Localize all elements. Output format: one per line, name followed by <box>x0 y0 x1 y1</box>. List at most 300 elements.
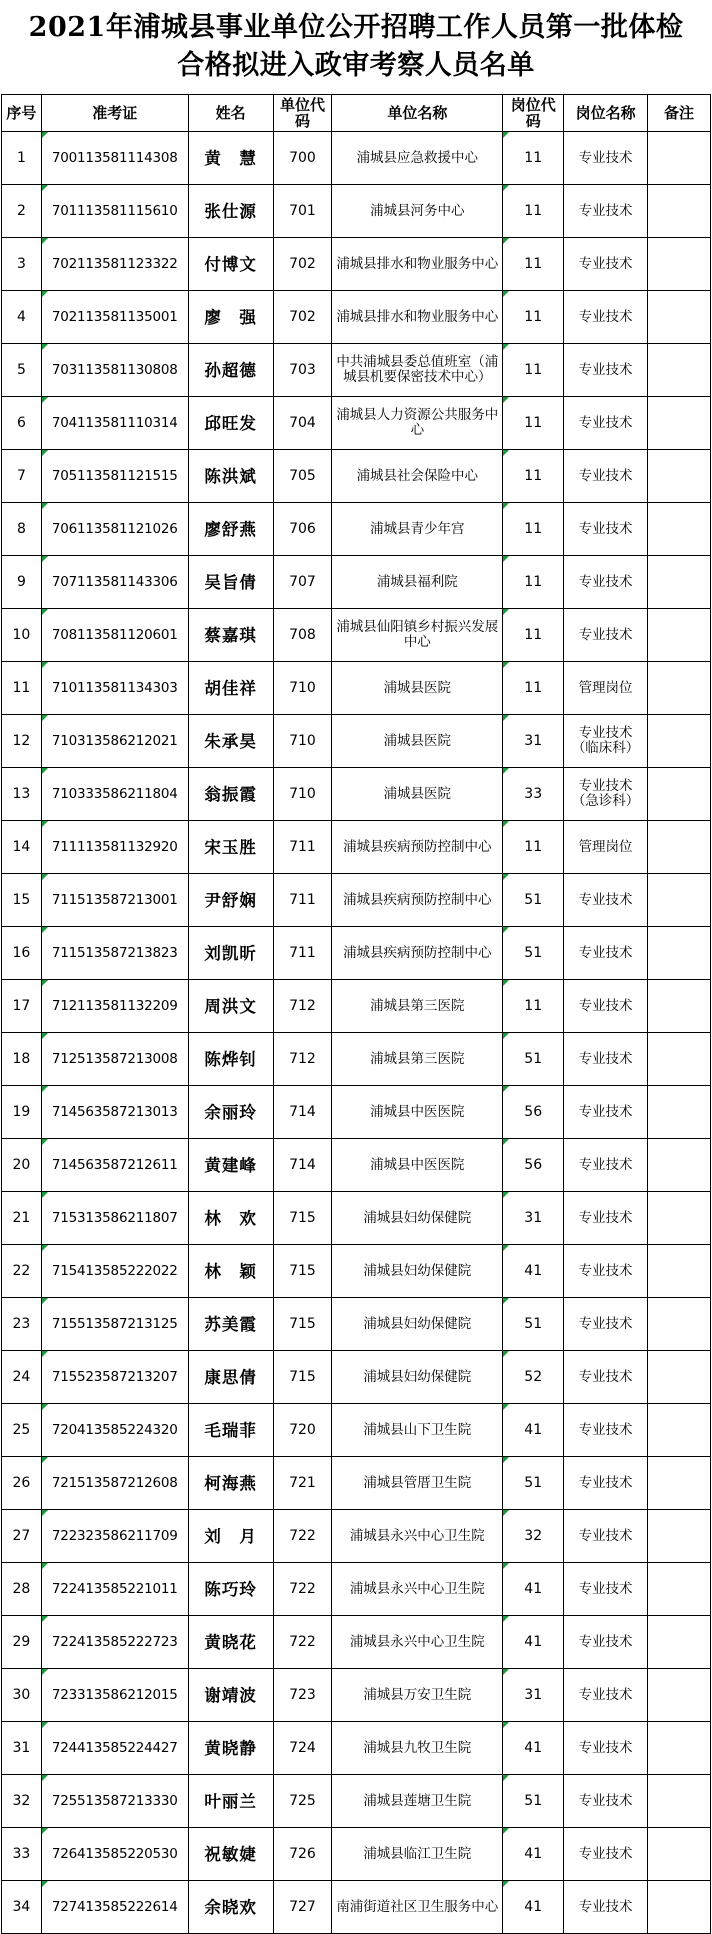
header-remark: 备注 <box>648 95 711 132</box>
cell-remark <box>648 1669 711 1722</box>
cell-ticket: 712113581132209 <box>41 980 188 1033</box>
cell-unit-code: 701 <box>273 185 332 238</box>
cell-name: 余丽玲 <box>188 1086 273 1139</box>
table-row <box>2 450 711 503</box>
cell-remark <box>648 821 711 874</box>
cell-no: 11 <box>2 662 42 715</box>
cell-remark <box>648 768 711 821</box>
cell-post-name: 专业技术 <box>564 1404 648 1457</box>
table-row <box>2 1722 711 1775</box>
cell-name: 余晓欢 <box>188 1881 273 1934</box>
cell-name: 陈洪斌 <box>188 450 273 503</box>
cell-no: 5 <box>2 344 42 397</box>
cell-unit-code: 703 <box>273 344 332 397</box>
cell-post-name: 专业技术 <box>564 1775 648 1828</box>
cell-ticket: 714563587213013 <box>41 1086 188 1139</box>
cell-no: 8 <box>2 503 42 556</box>
cell-ticket: 720413585224320 <box>41 1404 188 1457</box>
cell-remark <box>648 927 711 980</box>
cell-remark <box>648 238 711 291</box>
cell-post-name: 专业技术 <box>564 132 648 185</box>
table-row <box>2 132 711 185</box>
cell-unit-code: 715 <box>273 1192 332 1245</box>
table-row <box>2 980 711 1033</box>
cell-no: 23 <box>2 1298 42 1351</box>
cell-remark <box>648 1033 711 1086</box>
cell-name: 祝敏婕 <box>188 1828 273 1881</box>
cell-post-code: 11 <box>503 450 564 503</box>
cell-post-name: 专业技术 <box>564 397 648 450</box>
table-row <box>2 397 711 450</box>
cell-unit-name: 浦城县永兴中心卫生院 <box>332 1510 503 1563</box>
cell-ticket: 712513587213008 <box>41 1033 188 1086</box>
cell-post-code: 41 <box>503 1722 564 1775</box>
cell-post-code: 11 <box>503 980 564 1033</box>
cell-ticket: 706113581121026 <box>41 503 188 556</box>
header-name: 姓名 <box>188 95 273 132</box>
cell-post-code: 33 <box>503 768 564 821</box>
cell-unit-name: 浦城县第三医院 <box>332 1033 503 1086</box>
cell-post-code: 41 <box>503 1881 564 1934</box>
cell-name: 黄建峰 <box>188 1139 273 1192</box>
cell-post-code: 51 <box>503 927 564 980</box>
cell-ticket: 704113581110314 <box>41 397 188 450</box>
cell-post-code: 51 <box>503 1033 564 1086</box>
table-body <box>2 132 711 1934</box>
cell-remark <box>648 450 711 503</box>
cell-no: 34 <box>2 1881 42 1934</box>
cell-ticket: 715513587213125 <box>41 1298 188 1351</box>
cell-remark <box>648 1722 711 1775</box>
cell-unit-name: 浦城县九牧卫生院 <box>332 1722 503 1775</box>
cell-no: 28 <box>2 1563 42 1616</box>
cell-ticket: 710313586212021 <box>41 715 188 768</box>
cell-name: 张仕源 <box>188 185 273 238</box>
cell-ticket: 727413585222614 <box>41 1881 188 1934</box>
cell-post-code: 11 <box>503 344 564 397</box>
cell-ticket: 725513587213330 <box>41 1775 188 1828</box>
cell-no: 4 <box>2 291 42 344</box>
cell-name: 叶丽兰 <box>188 1775 273 1828</box>
cell-unit-code: 722 <box>273 1510 332 1563</box>
cell-post-code: 31 <box>503 1669 564 1722</box>
cell-post-code: 51 <box>503 1457 564 1510</box>
cell-unit-code: 700 <box>273 132 332 185</box>
cell-post-name: 专业技术 <box>564 1086 648 1139</box>
cell-name: 毛瑞菲 <box>188 1404 273 1457</box>
cell-ticket: 700113581114308 <box>41 132 188 185</box>
cell-remark <box>648 715 711 768</box>
cell-ticket: 710333586211804 <box>41 768 188 821</box>
cell-unit-code: 715 <box>273 1351 332 1404</box>
cell-unit-name: 浦城县排水和物业服务中心 <box>332 291 503 344</box>
cell-remark <box>648 1086 711 1139</box>
cell-post-name: 专业技术 <box>564 1881 648 1934</box>
cell-unit-code: 722 <box>273 1563 332 1616</box>
title-line-2: 合格拟进入政审考察人员名单 <box>177 50 535 81</box>
cell-ticket: 702113581123322 <box>41 238 188 291</box>
cell-unit-code: 715 <box>273 1245 332 1298</box>
cell-unit-code: 708 <box>273 609 332 662</box>
cell-ticket: 708113581120601 <box>41 609 188 662</box>
cell-no: 18 <box>2 1033 42 1086</box>
cell-remark <box>648 344 711 397</box>
cell-post-code: 11 <box>503 503 564 556</box>
cell-unit-name: 浦城县医院 <box>332 768 503 821</box>
cell-no: 16 <box>2 927 42 980</box>
cell-ticket: 711513587213001 <box>41 874 188 927</box>
cell-unit-code: 710 <box>273 662 332 715</box>
cell-remark <box>648 503 711 556</box>
cell-unit-code: 715 <box>273 1298 332 1351</box>
cell-post-code: 41 <box>503 1245 564 1298</box>
cell-name: 黄 慧 <box>188 132 273 185</box>
cell-unit-name: 浦城县社会保险中心 <box>332 450 503 503</box>
cell-no: 3 <box>2 238 42 291</box>
cell-no: 29 <box>2 1616 42 1669</box>
cell-post-code: 11 <box>503 821 564 874</box>
cell-unit-name: 浦城县永兴中心卫生院 <box>332 1616 503 1669</box>
cell-remark <box>648 1192 711 1245</box>
cell-post-name: 管理岗位 <box>564 662 648 715</box>
table-row <box>2 662 711 715</box>
cell-post-name: 专业技术 <box>564 1616 648 1669</box>
cell-unit-code: 707 <box>273 556 332 609</box>
cell-name: 付博文 <box>188 238 273 291</box>
cell-unit-name: 浦城县仙阳镇乡村振兴发展中心 <box>332 609 503 662</box>
cell-post-name: 专业技术 <box>564 1722 648 1775</box>
cell-post-name: 专业技术（临床科） <box>564 715 648 768</box>
table-header-row <box>2 95 711 132</box>
table-row <box>2 1881 711 1934</box>
cell-no: 15 <box>2 874 42 927</box>
cell-unit-name: 浦城县疾病预防控制中心 <box>332 927 503 980</box>
cell-no: 33 <box>2 1828 42 1881</box>
cell-no: 20 <box>2 1139 42 1192</box>
cell-name: 黄晓花 <box>188 1616 273 1669</box>
cell-remark <box>648 291 711 344</box>
cell-post-name: 专业技术 <box>564 1192 648 1245</box>
cell-ticket: 710113581134303 <box>41 662 188 715</box>
cell-post-code: 41 <box>503 1616 564 1669</box>
cell-name: 林 欢 <box>188 1192 273 1245</box>
cell-name: 陈巧玲 <box>188 1563 273 1616</box>
cell-unit-code: 714 <box>273 1086 332 1139</box>
cell-no: 13 <box>2 768 42 821</box>
cell-unit-code: 714 <box>273 1139 332 1192</box>
cell-unit-name: 浦城县管厝卫生院 <box>332 1457 503 1510</box>
cell-unit-name: 浦城县中医医院 <box>332 1139 503 1192</box>
cell-post-name: 专业技术 <box>564 1510 648 1563</box>
cell-post-name: 专业技术 <box>564 238 648 291</box>
cell-unit-code: 705 <box>273 450 332 503</box>
cell-post-code: 11 <box>503 132 564 185</box>
cell-ticket: 724413585224427 <box>41 1722 188 1775</box>
table-row <box>2 1245 711 1298</box>
cell-no: 12 <box>2 715 42 768</box>
cell-post-name: 管理岗位 <box>564 821 648 874</box>
cell-unit-name: 浦城县妇幼保健院 <box>332 1298 503 1351</box>
cell-name: 尹舒娴 <box>188 874 273 927</box>
table-row <box>2 821 711 874</box>
table-row <box>2 1616 711 1669</box>
cell-unit-name: 浦城县莲塘卫生院 <box>332 1775 503 1828</box>
cell-remark <box>648 1457 711 1510</box>
cell-unit-code: 711 <box>273 874 332 927</box>
cell-post-name: 专业技术 <box>564 556 648 609</box>
cell-ticket: 723313586212015 <box>41 1669 188 1722</box>
cell-name: 胡佳祥 <box>188 662 273 715</box>
cell-unit-code: 711 <box>273 821 332 874</box>
cell-post-name: 专业技术 <box>564 344 648 397</box>
cell-unit-code: 722 <box>273 1616 332 1669</box>
cell-name: 陈烨钊 <box>188 1033 273 1086</box>
cell-name: 周洪文 <box>188 980 273 1033</box>
cell-no: 21 <box>2 1192 42 1245</box>
header-no: 序号 <box>2 95 42 132</box>
cell-unit-code: 725 <box>273 1775 332 1828</box>
cell-no: 32 <box>2 1775 42 1828</box>
cell-unit-code: 726 <box>273 1828 332 1881</box>
cell-unit-name: 浦城县医院 <box>332 662 503 715</box>
cell-post-code: 51 <box>503 1775 564 1828</box>
cell-ticket: 707113581143306 <box>41 556 188 609</box>
cell-unit-name: 中共浦城县委总值班室（浦城县机要保密技术中心） <box>332 344 503 397</box>
table-row <box>2 1192 711 1245</box>
cell-post-code: 41 <box>503 1828 564 1881</box>
cell-post-name: 专业技术 <box>564 1669 648 1722</box>
cell-no: 22 <box>2 1245 42 1298</box>
cell-unit-name: 浦城县万安卫生院 <box>332 1669 503 1722</box>
cell-name: 柯海燕 <box>188 1457 273 1510</box>
cell-unit-code: 724 <box>273 1722 332 1775</box>
cell-name: 宋玉胜 <box>188 821 273 874</box>
table-row <box>2 1086 711 1139</box>
cell-no: 7 <box>2 450 42 503</box>
cell-remark <box>648 1828 711 1881</box>
cell-remark <box>648 185 711 238</box>
cell-no: 26 <box>2 1457 42 1510</box>
cell-no: 6 <box>2 397 42 450</box>
cell-ticket: 722413585221011 <box>41 1563 188 1616</box>
cell-no: 31 <box>2 1722 42 1775</box>
cell-post-name: 专业技术 <box>564 503 648 556</box>
table-row <box>2 1298 711 1351</box>
cell-no: 9 <box>2 556 42 609</box>
cell-unit-name: 浦城县疾病预防控制中心 <box>332 821 503 874</box>
cell-post-code: 56 <box>503 1139 564 1192</box>
cell-no: 24 <box>2 1351 42 1404</box>
table-row <box>2 927 711 980</box>
cell-unit-name: 浦城县河务中心 <box>332 185 503 238</box>
table-row <box>2 1351 711 1404</box>
cell-post-name: 专业技术 <box>564 1563 648 1616</box>
cell-post-code: 41 <box>503 1404 564 1457</box>
cell-ticket: 715413585222022 <box>41 1245 188 1298</box>
cell-post-code: 11 <box>503 556 564 609</box>
cell-post-name: 专业技术 <box>564 1033 648 1086</box>
cell-post-name: 专业技术 <box>564 609 648 662</box>
table-row <box>2 238 711 291</box>
cell-remark <box>648 1298 711 1351</box>
cell-name: 刘 月 <box>188 1510 273 1563</box>
cell-ticket: 711513587213823 <box>41 927 188 980</box>
cell-post-name: 专业技术 <box>564 980 648 1033</box>
cell-ticket: 722323586211709 <box>41 1510 188 1563</box>
cell-post-code: 11 <box>503 662 564 715</box>
cell-ticket: 711113581132920 <box>41 821 188 874</box>
header-ticket: 准考证 <box>41 95 188 132</box>
cell-ticket: 703113581130808 <box>41 344 188 397</box>
table-row <box>2 344 711 397</box>
cell-post-code: 41 <box>503 1563 564 1616</box>
cell-unit-code: 704 <box>273 397 332 450</box>
cell-post-code: 11 <box>503 185 564 238</box>
table-row <box>2 1669 711 1722</box>
cell-name: 苏美霞 <box>188 1298 273 1351</box>
header-post-code: 岗位代码 <box>503 95 564 132</box>
cell-post-code: 11 <box>503 397 564 450</box>
cell-post-name: 专业技术 <box>564 927 648 980</box>
cell-no: 10 <box>2 609 42 662</box>
cell-unit-name: 浦城县永兴中心卫生院 <box>332 1563 503 1616</box>
cell-unit-name: 浦城县福利院 <box>332 556 503 609</box>
cell-unit-code: 710 <box>273 715 332 768</box>
cell-ticket: 715313586211807 <box>41 1192 188 1245</box>
cell-remark <box>648 1775 711 1828</box>
cell-post-name: 专业技术 <box>564 1139 648 1192</box>
cell-unit-code: 712 <box>273 980 332 1033</box>
cell-remark <box>648 1563 711 1616</box>
cell-ticket: 705113581121515 <box>41 450 188 503</box>
cell-unit-name: 浦城县排水和物业服务中心 <box>332 238 503 291</box>
cell-post-code: 52 <box>503 1351 564 1404</box>
cell-unit-name: 浦城县山下卫生院 <box>332 1404 503 1457</box>
table-row <box>2 185 711 238</box>
cell-unit-code: 727 <box>273 1881 332 1934</box>
table-row <box>2 1139 711 1192</box>
cell-unit-code: 702 <box>273 238 332 291</box>
cell-ticket: 701113581115610 <box>41 185 188 238</box>
cell-remark <box>648 1139 711 1192</box>
table-row <box>2 1828 711 1881</box>
cell-no: 25 <box>2 1404 42 1457</box>
cell-remark <box>648 662 711 715</box>
cell-unit-code: 723 <box>273 1669 332 1722</box>
cell-remark <box>648 609 711 662</box>
cell-name: 林 颖 <box>188 1245 273 1298</box>
cell-unit-name: 浦城县医院 <box>332 715 503 768</box>
cell-unit-code: 721 <box>273 1457 332 1510</box>
cell-post-name: 专业技术 <box>564 450 648 503</box>
cell-remark <box>648 874 711 927</box>
cell-unit-code: 702 <box>273 291 332 344</box>
cell-unit-name: 浦城县疾病预防控制中心 <box>332 874 503 927</box>
cell-post-code: 11 <box>503 238 564 291</box>
cell-unit-name: 浦城县第三医院 <box>332 980 503 1033</box>
document-title <box>0 0 712 94</box>
cell-no: 1 <box>2 132 42 185</box>
cell-post-name: 专业技术（急诊科） <box>564 768 648 821</box>
cell-remark <box>648 1245 711 1298</box>
table-row <box>2 874 711 927</box>
cell-post-name: 专业技术 <box>564 291 648 344</box>
cell-post-name: 专业技术 <box>564 185 648 238</box>
cell-name: 黄晓静 <box>188 1722 273 1775</box>
cell-name: 邱旺发 <box>188 397 273 450</box>
cell-post-code: 56 <box>503 1086 564 1139</box>
cell-ticket: 726413585220530 <box>41 1828 188 1881</box>
cell-name: 朱承昊 <box>188 715 273 768</box>
candidate-table <box>1 94 711 1934</box>
cell-post-code: 31 <box>503 1192 564 1245</box>
cell-no: 17 <box>2 980 42 1033</box>
cell-ticket: 714563587212611 <box>41 1139 188 1192</box>
cell-unit-name: 浦城县临江卫生院 <box>332 1828 503 1881</box>
cell-unit-name: 浦城县青少年宫 <box>332 503 503 556</box>
table-row <box>2 1510 711 1563</box>
header-unit-name: 单位名称 <box>332 95 503 132</box>
cell-post-name: 专业技术 <box>564 1245 648 1298</box>
table-row <box>2 715 711 768</box>
cell-unit-name: 浦城县人力资源公共服务中心 <box>332 397 503 450</box>
table-row <box>2 1404 711 1457</box>
cell-ticket: 715523587213207 <box>41 1351 188 1404</box>
cell-remark <box>648 132 711 185</box>
cell-unit-code: 706 <box>273 503 332 556</box>
cell-unit-name: 浦城县妇幼保健院 <box>332 1192 503 1245</box>
cell-name: 康思倩 <box>188 1351 273 1404</box>
cell-post-name: 专业技术 <box>564 1298 648 1351</box>
table-row <box>2 1457 711 1510</box>
cell-post-name: 专业技术 <box>564 1828 648 1881</box>
cell-no: 2 <box>2 185 42 238</box>
cell-remark <box>648 980 711 1033</box>
cell-name: 蔡嘉琪 <box>188 609 273 662</box>
cell-post-name: 专业技术 <box>564 1351 648 1404</box>
cell-post-code: 11 <box>503 609 564 662</box>
cell-ticket: 722413585222723 <box>41 1616 188 1669</box>
cell-unit-name: 浦城县应急救援中心 <box>332 132 503 185</box>
cell-remark <box>648 397 711 450</box>
cell-post-code: 11 <box>503 291 564 344</box>
table-row <box>2 768 711 821</box>
table-row <box>2 1775 711 1828</box>
table-row <box>2 503 711 556</box>
cell-post-code: 51 <box>503 1298 564 1351</box>
table-row <box>2 1563 711 1616</box>
cell-remark <box>648 1351 711 1404</box>
cell-post-name: 专业技术 <box>564 1457 648 1510</box>
table-row <box>2 291 711 344</box>
cell-post-code: 51 <box>503 874 564 927</box>
cell-no: 27 <box>2 1510 42 1563</box>
header-unit-code: 单位代码 <box>273 95 332 132</box>
cell-ticket: 721513587212608 <box>41 1457 188 1510</box>
table-row <box>2 556 711 609</box>
table-row <box>2 609 711 662</box>
cell-remark <box>648 556 711 609</box>
cell-unit-code: 711 <box>273 927 332 980</box>
cell-name: 刘凯昕 <box>188 927 273 980</box>
cell-name: 廖 强 <box>188 291 273 344</box>
cell-post-code: 32 <box>503 1510 564 1563</box>
title-line-1: 2021年浦城县事业单位公开招聘工作人员第一批体检 <box>28 12 684 43</box>
cell-remark <box>648 1616 711 1669</box>
cell-no: 30 <box>2 1669 42 1722</box>
cell-name: 吴旨倩 <box>188 556 273 609</box>
cell-name: 翁振霞 <box>188 768 273 821</box>
